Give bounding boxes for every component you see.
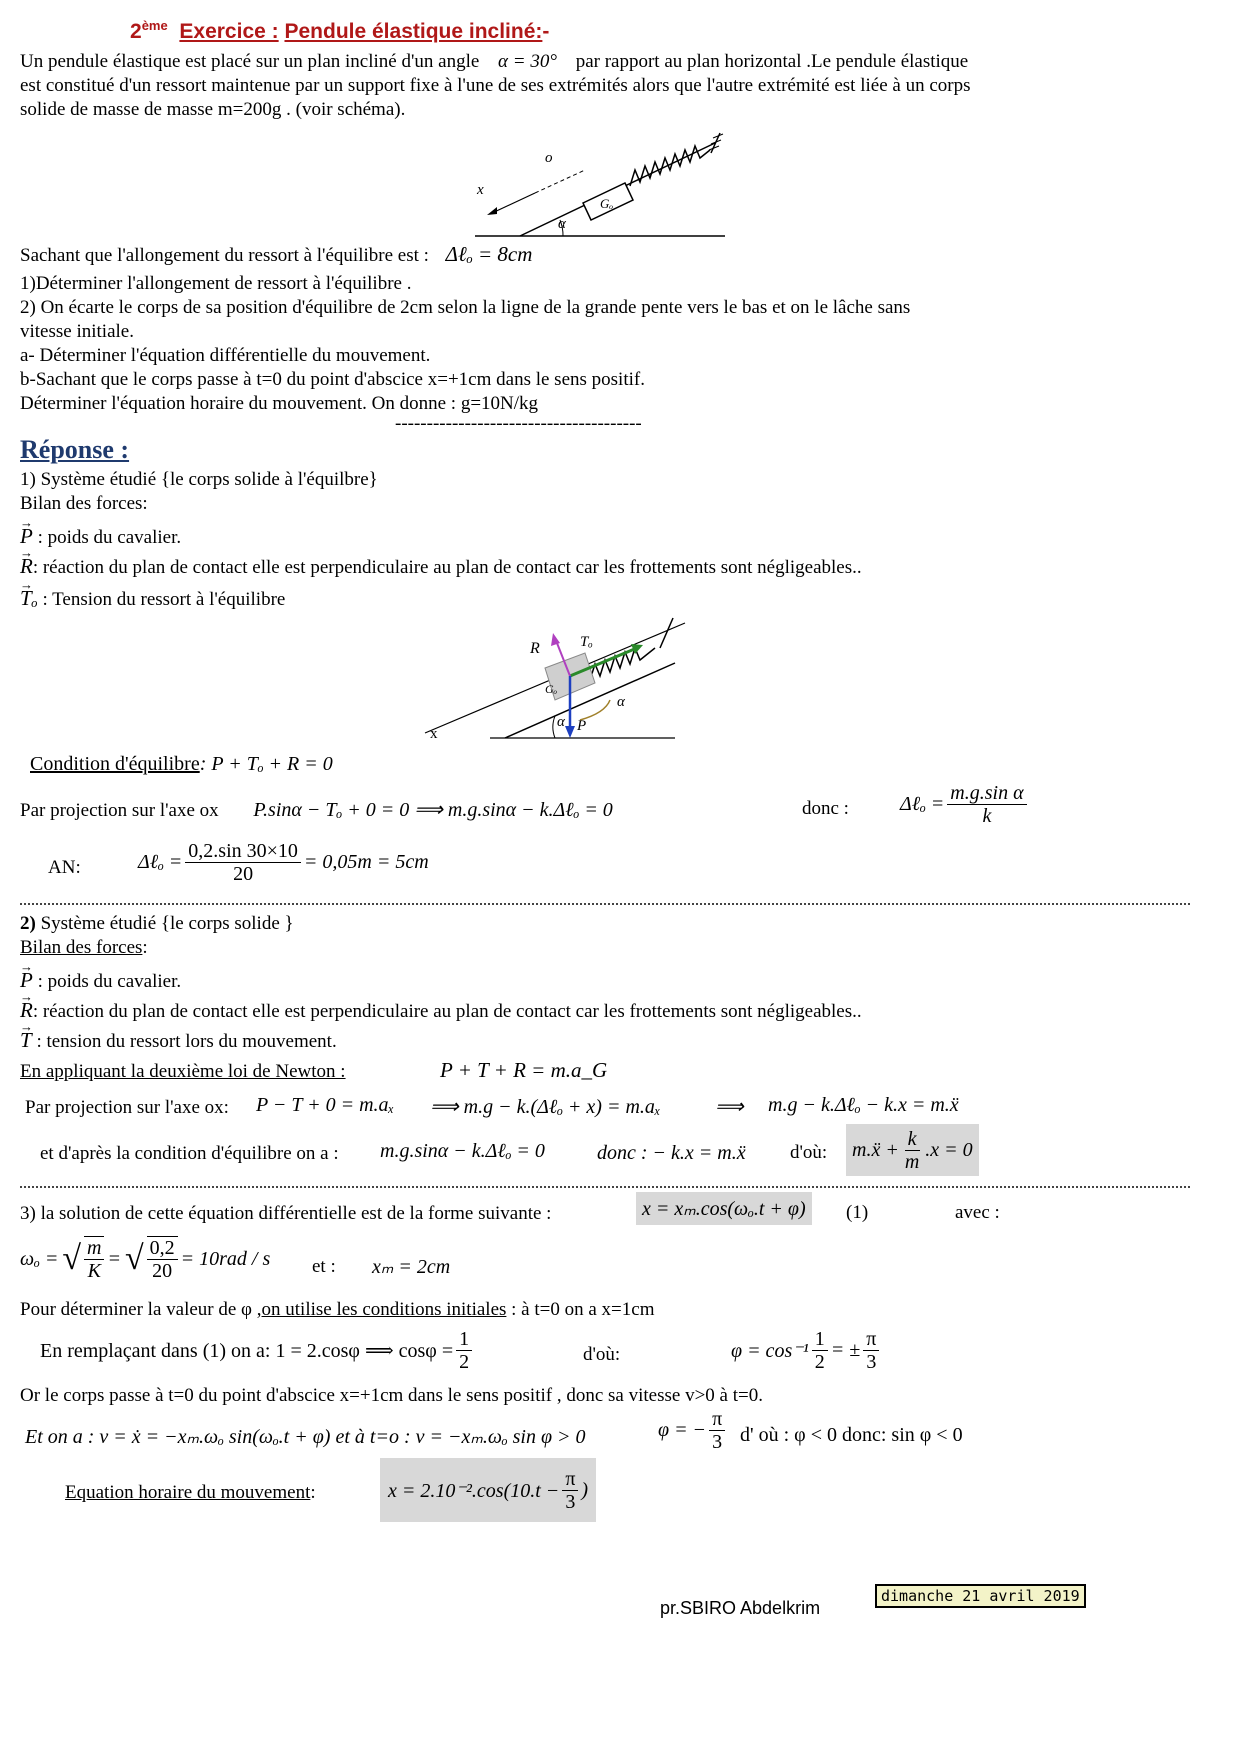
- question-2b: vitesse initiale.: [20, 321, 134, 342]
- sachant-text: Sachant que l'allongement du ressort à l'équilibre est :: [20, 245, 429, 266]
- phi-conclusion: d' où : φ < 0 donc: sin φ < 0: [740, 1424, 963, 1446]
- horaire-right: ): [581, 1478, 589, 1501]
- phi-arccos: φ = cos⁻¹: [731, 1340, 809, 1362]
- horaire-three: 3: [565, 1490, 576, 1513]
- force-r-text: : réaction du plan de contact elle est perpendiculaire au plan de contact car les frottements sont négligeables..: [32, 557, 862, 578]
- half-denominator: 2: [459, 1351, 470, 1373]
- phi-half-num: 1: [812, 1328, 828, 1351]
- part1-force-r: [20, 554, 862, 580]
- phi-text-b: on utilise les conditions initiales: [261, 1299, 507, 1320]
- horaire-colon: :: [310, 1482, 316, 1503]
- alpha-value: α = 30°: [498, 51, 557, 72]
- fig1-x-label: x: [477, 182, 484, 198]
- part2-force-r: [20, 998, 862, 1024]
- part2-system: [20, 912, 294, 936]
- part2-bilan-colon: :: [142, 937, 148, 958]
- fig2-r-label: R: [530, 640, 540, 657]
- an-lhs: Δℓₒ =: [138, 851, 183, 873]
- phi-negative-pi: π: [709, 1408, 725, 1431]
- part2-system-text: Système étudié {le corps solide }: [35, 913, 294, 934]
- condition-equation: : P + Tₒ + R = 0: [199, 753, 333, 775]
- horaire-pi: π: [562, 1468, 578, 1491]
- statement-line-2: est constitué d'un ressort maintenue par un support fixe à l'une de ses extrémités alors que l'autre extrémité est liée à un corps: [20, 75, 971, 96]
- force-p-text: : poids du cavalier.: [32, 527, 182, 548]
- title-number: 2: [130, 20, 142, 43]
- part1-projection: [20, 798, 613, 823]
- part2-bilan: [20, 936, 148, 960]
- fig2-p-label: P: [577, 718, 587, 734]
- omega-den2: 20: [152, 1260, 173, 1282]
- inclined-plane-figure-2: [405, 608, 695, 748]
- solution-equation-box: x = xₘ.cos(ωₒ.t + φ): [636, 1192, 812, 1225]
- date-stamp: dimanche 21 avril 2019: [875, 1584, 1086, 1608]
- half-numerator: 1: [456, 1328, 472, 1351]
- part2-force-r-text: : réaction du plan de contact elle est perpendiculaire au plan de contact car les frottements sont négligeables..: [32, 1001, 862, 1022]
- vector-r: → R: [20, 554, 33, 578]
- newton-line: [20, 1060, 346, 1084]
- fig2-alpha-label-2: α: [617, 694, 625, 710]
- statement-line-3: solide de masse de masse m=200g . (voir schéma).: [20, 99, 406, 120]
- part1-bilan: Bilan des forces:: [20, 493, 148, 514]
- part2-projection-eq4: m.g − k.Δℓₒ − k.x = m.ẍ: [768, 1094, 959, 1116]
- author-signature: pr.SBIRO Abdelkrim: [660, 1598, 821, 1618]
- differential-equation-box: [846, 1124, 979, 1176]
- vector-t0: → Tₒ: [20, 586, 38, 610]
- inclined-plane-figure-1: [475, 128, 765, 240]
- phi-three: 3: [866, 1351, 877, 1373]
- part2-projection-eq1: P − T + 0 = m.aₓ: [256, 1094, 395, 1116]
- title-subject: Pendule élastique incliné:: [284, 20, 543, 43]
- part2-force-t: [20, 1028, 337, 1054]
- title-sup: ème: [141, 18, 168, 33]
- horaire-label: Equation horaire du mouvement: [65, 1482, 311, 1503]
- part2-force-p-text: : poids du cavalier.: [32, 971, 182, 992]
- fig2-alpha-label-1: α: [557, 714, 565, 730]
- fig1-g-label: Gₒ: [600, 196, 614, 211]
- vector-p: → P: [20, 524, 33, 548]
- delta-l-denominator: k: [982, 805, 992, 827]
- projection-label: Par projection sur l'axe ox: [20, 800, 219, 821]
- fig1-alpha-label: α: [558, 216, 566, 232]
- part2-bilan-label: Bilan des forces: [20, 937, 143, 958]
- exercise-title: [130, 18, 549, 44]
- delta-l-formula: [900, 782, 1030, 827]
- sachant-line: [20, 242, 532, 268]
- an-rhs: = 0,05m = 5cm: [303, 851, 429, 873]
- diff-eq-left: m.ẍ +: [852, 1138, 899, 1161]
- part2-vector-t: → T: [20, 1028, 32, 1052]
- part2-dou: d'où:: [790, 1142, 828, 1163]
- part1-force-t: [20, 586, 285, 612]
- sachant-value: Δℓₒ = 8cm: [445, 242, 533, 266]
- part3-solution-label: 3) la solution de cette équation différentielle est de la forme suivante :: [20, 1203, 552, 1224]
- part2-condition-label: et d'après la condition d'équilibre on a :: [40, 1143, 339, 1164]
- condition-label: Condition d'équilibre: [30, 753, 200, 775]
- part2-donc: donc : − k.x = m.ẍ: [597, 1142, 746, 1164]
- phi-half-den: 2: [814, 1351, 825, 1373]
- diff-eq-right: .x = 0: [925, 1138, 973, 1161]
- title-dash: -: [542, 20, 550, 43]
- omega-et: et :: [312, 1256, 336, 1277]
- xm-value: xₘ = 2cm: [372, 1256, 451, 1278]
- question-b: b-Sachant que le corps passe à t=0 du point d'abscice x=+1cm dans le sens positif.: [20, 369, 645, 390]
- phi-pi: π: [863, 1328, 879, 1351]
- projection-equation: P.sinα − Tₒ + 0 = 0 ⟹ m.g.sinα − k.Δℓₒ = 0: [253, 799, 613, 821]
- velocity-line: Et on a : v = ẋ = −xₘ.ωₒ sin(ωₒ.t + φ) et à t=o : v = −xₘ.ωₒ sin φ > 0: [25, 1426, 586, 1448]
- solution-number: (1): [846, 1202, 869, 1223]
- phi-text-a: Pour déterminer la valeur de φ ,: [20, 1299, 262, 1320]
- dotted-divider-2: [20, 1186, 1190, 1188]
- fig2-g-label: Gₒ: [545, 682, 558, 696]
- part1-force-p: [20, 524, 181, 550]
- part2-projection-label: Par projection sur l'axe ox:: [25, 1097, 229, 1118]
- part2-number: 2): [20, 913, 36, 934]
- horaire-equation-box: [380, 1458, 596, 1522]
- horaire-left: x = 2.10⁻².cos(10.t −: [388, 1479, 560, 1502]
- question-2a: 2) On écarte le corps de sa position d'équilibre de 2cm selon la ligne de la grande pente vers le bas et on le lâche sans: [20, 297, 911, 318]
- statement-line-1: [20, 50, 968, 74]
- phi-negative-lhs: φ = −: [658, 1419, 707, 1441]
- force-t-text: : Tension du ressort à l'équilibre: [37, 589, 286, 610]
- omega-eq-sign: =: [107, 1247, 121, 1270]
- omega-den1: K: [87, 1260, 101, 1282]
- omega-num1: m: [84, 1237, 104, 1260]
- phi-solution: [731, 1328, 882, 1373]
- phi-dou: d'où:: [583, 1344, 621, 1365]
- omega-num2: 0,2: [147, 1237, 178, 1260]
- separator-dashes: ---------------------------------------: [395, 413, 642, 434]
- phi-line: [20, 1298, 654, 1322]
- fig2-t-label: Tₒ: [580, 634, 593, 650]
- an-denominator: 20: [233, 863, 254, 885]
- statement-p1a: Un pendule élastique est placé sur un plan incliné d'un angle: [20, 51, 480, 72]
- diff-eq-numerator: k: [905, 1128, 920, 1151]
- an-formula: [138, 840, 429, 885]
- part2-force-t-text: : tension du ressort lors du mouvement.: [31, 1031, 337, 1052]
- phi-negative: [658, 1408, 728, 1453]
- replacement-line: [40, 1328, 475, 1373]
- question-a: a- Déterminer l'équation différentielle du mouvement.: [20, 345, 431, 366]
- newton-equation: P + T + R = m.a_G: [440, 1058, 608, 1082]
- reponse-heading: Réponse :: [20, 435, 130, 464]
- part2-projection-eq3: ⟹: [715, 1096, 744, 1118]
- part2-force-p: [20, 968, 181, 994]
- part2-projection-eq2: ⟹ m.g − k.(Δℓₒ + x) = m.aₓ: [430, 1096, 661, 1118]
- part1-system: 1) Système étudié {le corps solide à l'équilbre}: [20, 469, 378, 490]
- part2-condition-eq: m.g.sinα − k.Δℓₒ = 0: [380, 1140, 545, 1162]
- omega-formula: ωₒ = √ $\frac{m}{K}$ = √ $\frac{0,2}{20}$ = 10rad / s: [20, 1237, 271, 1282]
- part1-condition: [30, 752, 333, 776]
- delta-l-lhs: Δℓₒ =: [900, 793, 945, 815]
- omega-rhs: = 10rad / s: [180, 1247, 271, 1270]
- dotted-divider-1: [20, 903, 1190, 905]
- part2-vector-p: → P: [20, 968, 33, 992]
- diff-eq-denominator: m: [904, 1150, 920, 1173]
- title-exercise: Exercice :: [179, 20, 279, 43]
- phi-negative-three: 3: [712, 1431, 723, 1453]
- delta-l-numerator: m.g.sin α: [947, 782, 1026, 805]
- omega-lhs: ωₒ =: [20, 1247, 59, 1270]
- statement-p1b: par rapport au plan horizontal .Le pendule élastique: [575, 51, 969, 72]
- question-c: Déterminer l'équation horaire du mouvement. On donne : g=10N/kg: [20, 393, 539, 414]
- projection-donc: donc :: [802, 798, 849, 819]
- newton-label: En appliquant la deuxième loi de Newton :: [20, 1061, 346, 1082]
- an-numerator: 0,2.sin 30×10: [185, 840, 301, 863]
- replacement-text: En remplaçant dans (1) on a: 1 = 2.cosφ ⟹ cosφ =: [40, 1340, 454, 1362]
- an-label: AN:: [48, 857, 81, 878]
- horaire-label-line: [65, 1482, 316, 1504]
- avec-label: avec :: [955, 1202, 1000, 1223]
- phi-pm: = ±: [830, 1339, 861, 1361]
- sens-positif-line: Or le corps passe à t=0 du point d'abscice x=+1cm dans le sens positif , donc sa vitesse v>0 à t=0.: [20, 1385, 763, 1406]
- part2-vector-r: → R: [20, 998, 33, 1022]
- fig1-o-label: o: [545, 150, 553, 166]
- fig2-x-label: x: [430, 726, 438, 742]
- question-1: 1)Déterminer l'allongement de ressort à l'équilibre .: [20, 273, 412, 294]
- phi-text-c: : à t=0 on a x=1cm: [506, 1299, 655, 1320]
